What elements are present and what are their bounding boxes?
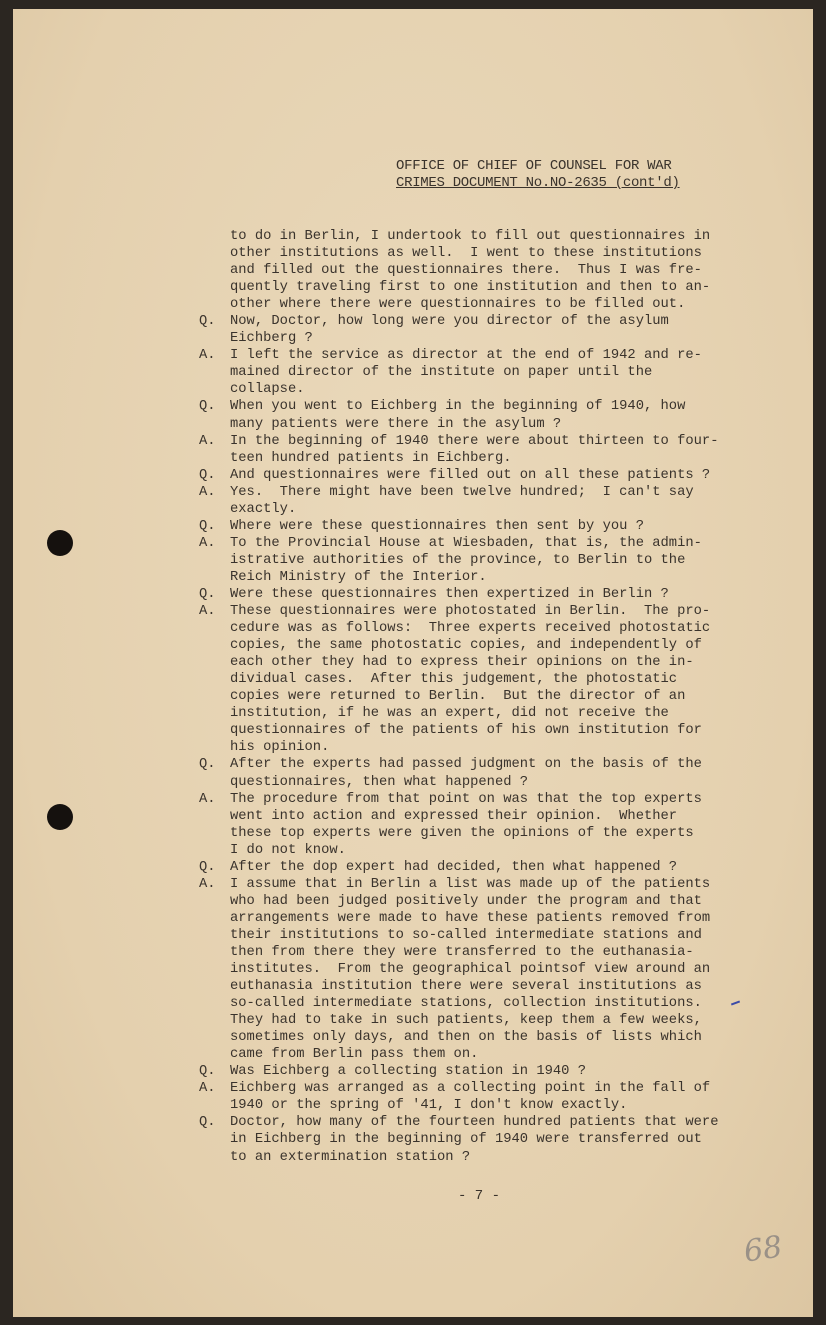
line-text: exactly. [230, 501, 297, 517]
speaker-label [199, 1097, 230, 1114]
text-line [199, 978, 719, 995]
line-text: The procedure from that point on was that the top experts [230, 791, 702, 807]
speaker-label [199, 722, 230, 739]
speaker-label [199, 228, 230, 245]
line-text: arrangements were made to have these patients removed from [230, 910, 711, 926]
speaker-label [199, 995, 230, 1012]
speaker-label [199, 910, 230, 927]
line-text: euthanasia institution there were several institutions as [230, 979, 702, 995]
line-text: Where were these questionnaires then sent by you ? [230, 518, 644, 534]
text-line [199, 262, 719, 279]
text-line [199, 245, 719, 262]
speaker-label [199, 1131, 230, 1148]
answer-line [199, 433, 719, 450]
line-text: In the beginning of 1940 there were about thirteen to four- [230, 433, 719, 449]
question-line [199, 586, 719, 603]
question-line [199, 398, 719, 415]
speaker-label [199, 637, 230, 654]
speaker-label [199, 1029, 230, 1046]
text-line [199, 739, 719, 756]
line-text: many patients were there in the asylum ? [230, 416, 562, 432]
answer-line [199, 791, 719, 808]
transcript-body [199, 228, 719, 1166]
answer-line [199, 484, 719, 501]
document-header [396, 158, 680, 192]
text-line [199, 637, 719, 654]
question-line [199, 313, 719, 330]
speaker-label [199, 927, 230, 944]
speaker-label [199, 552, 230, 569]
line-text: his opinion. [230, 740, 330, 756]
text-line [199, 995, 719, 1012]
text-line [199, 381, 719, 398]
speaker-label [199, 245, 230, 262]
text-line [199, 416, 719, 433]
line-text: dividual cases. After this judgement, the photostatic [230, 672, 678, 688]
speaker-label: Q. [199, 859, 216, 875]
text-line [199, 1131, 719, 1148]
line-text: I do not know. [230, 842, 346, 858]
text-line [199, 654, 719, 671]
answer-line [199, 347, 719, 364]
line-text: teen hundred patients in Eichberg. [230, 450, 512, 466]
line-text: Were these questionnaires then expertized in Berlin ? [230, 586, 669, 602]
line-text: so-called intermediate stations, collection institutions. [230, 996, 702, 1012]
speaker-label [199, 774, 230, 791]
line-text: institutes. From the geographical pointsof view around an [230, 962, 711, 978]
speaker-label [199, 1149, 230, 1166]
speaker-label [199, 1012, 230, 1029]
line-text: to an extermination station ? [230, 1149, 471, 1165]
line-text: came from Berlin pass them on. [230, 1047, 479, 1063]
text-line [199, 620, 719, 637]
header-line-1: OFFICE OF CHIEF OF COUNSEL FOR WAR [396, 158, 672, 174]
line-text: These questionnaires were photostated in Berlin. The pro- [230, 604, 711, 620]
speaker-label [199, 705, 230, 722]
speaker-label: Q. [199, 1115, 216, 1131]
speaker-label: A. [199, 604, 216, 620]
text-line [199, 961, 719, 978]
speaker-label [199, 808, 230, 825]
speaker-label [199, 296, 230, 313]
line-text: cedure was as follows: Three experts received photostatic [230, 621, 711, 637]
line-text: And questionnaires were filled out on all these patients ? [230, 467, 711, 483]
line-text: questionnaires, then what happened ? [230, 774, 529, 790]
line-text: went into action and expressed their opinion. Whether [230, 808, 678, 824]
text-line [199, 501, 719, 518]
line-text: to do in Berlin, I undertook to fill out questionnaires in [230, 229, 711, 244]
speaker-label [199, 450, 230, 467]
speaker-label: A. [199, 876, 216, 892]
speaker-label: A. [199, 348, 216, 364]
speaker-label [199, 569, 230, 586]
handwritten-page-number: 68 [741, 1229, 785, 1270]
line-text: I left the service as director at the end of 1942 and re- [230, 348, 702, 364]
line-text: copies were returned to Berlin. But the director of an [230, 689, 686, 705]
line-text: other where there were questionnaires to be filled out. [230, 297, 686, 313]
speaker-label [199, 671, 230, 688]
speaker-label [199, 739, 230, 756]
line-text: these top experts were given the opinions of the experts [230, 825, 694, 841]
line-text: When you went to Eichberg in the beginning of 1940, how [230, 399, 686, 415]
line-text: then from there they were transferred to the euthanasia- [230, 944, 694, 960]
speaker-label: A. [199, 433, 216, 449]
line-text: I assume that in Berlin a list was made up of the patients [230, 876, 711, 892]
line-text: questionnaires of the patients of his own institution for [230, 723, 702, 739]
line-text: Eichberg was arranged as a collecting point in the fall of [230, 1081, 711, 1097]
text-line [199, 825, 719, 842]
speaker-label [199, 654, 230, 671]
speaker-label: Q. [199, 586, 216, 602]
page-number: - 7 - [458, 1188, 501, 1204]
speaker-label: A. [199, 791, 216, 807]
text-line [199, 927, 719, 944]
text-line [199, 450, 719, 467]
line-text: Now, Doctor, how long were you director of the asylum [230, 314, 669, 330]
line-text: 1940 or the spring of '41, I don't know exactly. [230, 1098, 628, 1114]
speaker-label [199, 961, 230, 978]
text-line [199, 808, 719, 825]
line-text: quently traveling first to one institution and then to an- [230, 280, 711, 296]
line-text: in Eichberg in the beginning of 1940 were transferred out [230, 1132, 702, 1148]
speaker-label [199, 978, 230, 995]
question-line [199, 859, 719, 876]
line-text: other institutions as well. I went to these institutions [230, 246, 702, 262]
speaker-label [199, 620, 230, 637]
line-text: They had to take in such patients, keep them a few weeks, [230, 1013, 702, 1029]
question-line [199, 1063, 719, 1080]
question-line [199, 467, 719, 484]
line-text: Eichberg ? [230, 331, 313, 347]
line-text: mained director of the institute on paper until the [230, 365, 653, 381]
text-line [199, 364, 719, 381]
speaker-label: A. [199, 484, 216, 500]
speaker-label [199, 330, 230, 347]
text-line [199, 330, 719, 347]
speaker-label [199, 381, 230, 398]
speaker-label [199, 825, 230, 842]
text-line [199, 1012, 719, 1029]
speaker-label [199, 944, 230, 961]
text-line [199, 688, 719, 705]
speaker-label [199, 501, 230, 518]
answer-line [199, 603, 719, 620]
text-line [199, 569, 719, 586]
text-line [199, 722, 719, 739]
line-text: Doctor, how many of the fourteen hundred patients that were [230, 1115, 719, 1131]
text-line [199, 552, 719, 569]
speaker-label [199, 364, 230, 381]
text-line [199, 842, 719, 859]
text-line [199, 705, 719, 722]
speaker-label: Q. [199, 518, 216, 534]
line-text: copies, the same photostatic copies, and independently of [230, 638, 702, 654]
answer-line [199, 876, 719, 893]
line-text: collapse. [230, 382, 305, 398]
text-line [199, 1046, 719, 1063]
line-text: istrative authorities of the province, to Berlin to the [230, 552, 686, 568]
speaker-label: Q. [199, 1064, 216, 1080]
question-line [199, 756, 719, 773]
speaker-label: Q. [199, 314, 216, 330]
text-line [199, 279, 719, 296]
speaker-label: Q. [199, 399, 216, 415]
question-line [199, 1114, 719, 1131]
punch-hole [47, 804, 73, 830]
speaker-label: Q. [199, 757, 216, 773]
line-text: After the dop expert had decided, then what happened ? [230, 859, 678, 875]
text-line [199, 1149, 719, 1166]
text-line [199, 296, 719, 313]
text-line [199, 1097, 719, 1114]
speaker-label [199, 842, 230, 859]
speaker-label [199, 688, 230, 705]
line-text: sometimes only days, and then on the basis of lists which [230, 1030, 702, 1046]
line-text: Was Eichberg a collecting station in 1940 ? [230, 1064, 587, 1080]
text-line [199, 1029, 719, 1046]
line-text: Yes. There might have been twelve hundred; I can't say [230, 484, 694, 500]
speaker-label [199, 416, 230, 433]
punch-hole [47, 530, 73, 556]
line-text: who had been judged positively under the program and that [230, 893, 702, 909]
line-text: each other they had to express their opinions on the in- [230, 655, 694, 671]
text-line [199, 944, 719, 961]
line-text: their institutions to so-called intermediate stations and [230, 927, 702, 943]
speaker-label [199, 1046, 230, 1063]
text-line [199, 774, 719, 791]
question-line [199, 518, 719, 535]
answer-line [199, 535, 719, 552]
speaker-label [199, 262, 230, 279]
speaker-label [199, 893, 230, 910]
answer-line [199, 1080, 719, 1097]
text-line [199, 228, 719, 245]
text-line [199, 893, 719, 910]
line-text: and filled out the questionnaires there. Thus I was fre- [230, 263, 702, 279]
speaker-label [199, 279, 230, 296]
text-line [199, 671, 719, 688]
line-text: Reich Ministry of the Interior. [230, 569, 487, 585]
line-text: institution, if he was an expert, did not receive the [230, 706, 669, 722]
speaker-label: A. [199, 1081, 216, 1097]
header-line-2: CRIMES DOCUMENT No.NO-2635 (cont'd) [396, 175, 680, 191]
speaker-label: Q. [199, 467, 216, 483]
line-text: After the experts had passed judgment on the basis of the [230, 757, 702, 773]
text-line [199, 910, 719, 927]
speaker-label: A. [199, 535, 216, 551]
line-text: To the Provincial House at Wiesbaden, that is, the admin- [230, 535, 702, 551]
